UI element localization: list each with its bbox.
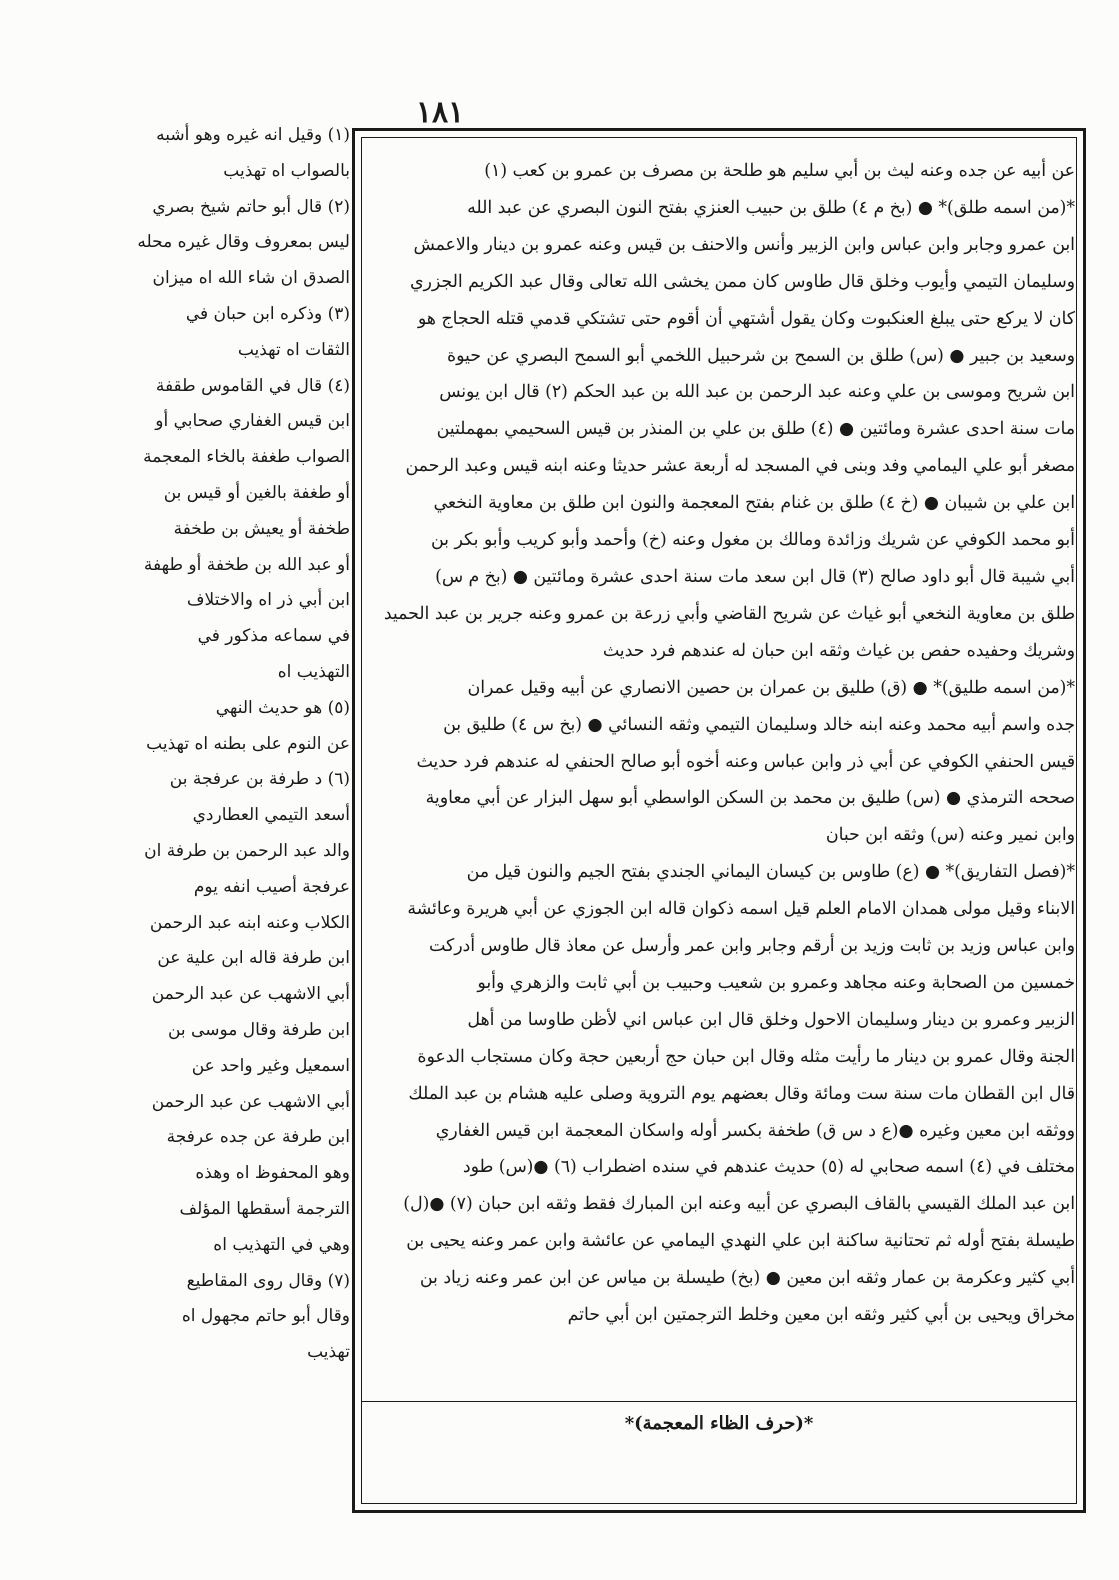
margin-note-line: ابن طرفة وقال موسى بن [167, 1019, 350, 1040]
margin-note-line: بالصواب اه تهذيب [223, 160, 350, 181]
margin-note-line: أبي الاشهب عن عبد الرحمن [151, 984, 350, 1005]
main-text-line: *(فصل التفاريق)* ● (ع) طاوس بن كيسان اليماني الجندي بفتح الجيم والنون قيل من [466, 862, 1075, 883]
main-text-line: *(من اسمه طليق)* ● (ق) طليق بن عمران بن حصين الانصاري عن أبيه وقيل عمران [467, 677, 1075, 698]
margin-note-line: (٥) هو حديث النهي [215, 697, 350, 718]
main-text-body [363, 153, 1075, 1371]
main-text-frame [352, 128, 1086, 1513]
margin-note-line: (١) وقيل انه غيره وهو أشبه [156, 125, 350, 145]
main-text-line: قيس الحنفي الكوفي عن أبي ذر وابن عباس وعنه أخوه أبو صالح الحنفي له عندهم فرد حديث [416, 751, 1075, 772]
margin-note-line: طخفة أو يعيش بن طخفة [173, 518, 350, 539]
main-text-line: وابن نمير وعنه (س) وثقه ابن حبان [825, 825, 1075, 846]
margin-note-line: عن النوم على بطنه اه تهذيب [146, 733, 350, 754]
margin-note-line: أبي الاشهب عن عبد الرحمن [151, 1091, 350, 1112]
main-text-line: جده واسم أبيه محمد وعنه ابنه خالد وسليمان التيمي وثقه النسائي ● (بخ س ٤) طليق بن [443, 714, 1075, 735]
margin-note-line: ابن طرفة عن جده عرفجة [166, 1127, 350, 1148]
margin-note-line: ابن طرفة قاله ابن علية عن [157, 948, 350, 969]
main-text-line: وابن عباس وزيد بن ثابت وزيد بن أرقم وجابر وابن عمر وأرسل عن معاذ قال طاوس أدركت [429, 936, 1075, 957]
margin-note-line: في سماعه مذكور في [197, 626, 350, 647]
margin-note-line: (٧) وقال روى المقاطيع [186, 1270, 350, 1291]
margin-note-line: التهذيب اه [277, 661, 350, 682]
margin-note-line: وقال أبو حاتم مجهول اه [181, 1306, 350, 1327]
margin-note-line: اسمعيل وغير واحد عن [191, 1055, 350, 1076]
page-number: ١٨١ [415, 95, 465, 130]
margin-note-line: الترجمة أسقطها المؤلف [179, 1198, 350, 1219]
main-text-line: خمسين من الصحابة وعنه مجاهد وعمرو بن شعيب وحبيب بن أبي ثابت والزهري وأبو [477, 972, 1075, 993]
main-text-line: مصغر أبو علي اليمامي وفد وبنى في المسجد له أربعة عشر حديثا وعنه ابنه قيس وعبد الرحمن [405, 456, 1075, 477]
main-text-line: عن أبيه عن جده وعنه ليث بن أبي سليم هو طلحة بن مصرف بن عمرو بن كعب (١) [484, 161, 1075, 181]
margin-note-line: الصواب طغفة بالخاء المعجمة [143, 447, 350, 468]
main-text-line: *(من اسمه طلق)* ● (بخ م ٤) طلق بن حبيب العنزي بفتح النون البصري عن عبد الله [467, 197, 1075, 218]
main-text-line: طلق بن معاوية النخعي أبو غياث عن شريح القاضي وأبي زرعة بن عمرو وعنه جرير بن عبد الحميد [383, 603, 1075, 624]
margin-note-line: أو طغفة بالغين أو قيس بن [163, 482, 350, 503]
margin-note-line: أسعد التيمي العطاردي [192, 805, 350, 826]
main-text-line: أبو محمد الكوفي عن شريك وزائدة ومالك بن مغول وعنه (خ) وأحمد وأبو كريب وأبو بكر بن [431, 530, 1075, 551]
margin-note-line: الصدق ان شاء الله اه ميزان [152, 268, 350, 289]
margin-note-line: ابن قيس الغفاري صحابي أو [155, 411, 350, 432]
main-text-line: مات سنة احدى عشرة ومائتين ● (٤) طلق بن علي بن المنذر بن قيس السحيمي بمهملتين [436, 419, 1075, 440]
main-text-line: مختلف في (٤) اسمه صحابي له (٥) حديث عندهم في سنده اضطراب (٦) ●(س) طود [462, 1157, 1075, 1178]
margin-note-line: (٦) د طرفة بن عرفجة بن [169, 769, 350, 790]
margin-note-line: ابن أبي ذر اه والاختلاف [186, 590, 350, 611]
margin-note-line: وهو المحفوظ اه وهذه [195, 1163, 350, 1184]
main-text-line: ووثقه ابن معين وغيره ●(ع د س ق) طخفة بكسر أوله واسكان المعجمة ابن قيس الغفاري [435, 1120, 1075, 1141]
main-text-line: ابن علي بن شيبان ● (خ ٤) طلق بن غنام بفتح المعجمة والنون ابن طلق بن معاوية النخعي [433, 493, 1075, 514]
main-text-line: وشريك وحفيده حفص بن غياث وثقه ابن حبان له عندهم فرد حديث [602, 640, 1075, 661]
main-text-line: ابن عمرو وجابر وابن عباس وابن الزبير وأنس والاحنف بن قيس وعنه عمرو بن دينار والاعمش [413, 234, 1075, 255]
margin-note-line: أو عبد الله بن طخفة أو طهفة [143, 554, 350, 575]
margin-note-line: (٤) قال في القاموس طقفة [155, 375, 350, 396]
main-text-line: الجنة وقال عمرو بن دينار ما رأيت مثله وقال ابن حبان حج أربعين حجة وكان مستجاب الدعوة [417, 1046, 1075, 1067]
main-text-line: أبي شيبة قال أبو داود صالح (٣) قال ابن سعد مات سنة احدى عشرة ومائتين ● (بخ م س) [435, 566, 1075, 587]
main-text-line: الابناء وقيل مولى همدان الامام العلم قيل اسمه ذكوان قاله ابن الجوزي عن أبي هريرة وعائشة [407, 899, 1075, 920]
margin-note-line: الكلاب وعنه ابنه عبد الرحمن [149, 912, 350, 933]
main-text-line: ابن عبد الملك القيسي بالقاف البصري عن أبيه وعنه ابن المبارك فقط وثقه ابن حبان (٧) ●(ل) [403, 1194, 1075, 1215]
main-text-line: وسعيد بن جبير ● (س) طلق بن السمح بن شرحبيل اللخمي أبو السمح البصري عن حيوة [447, 345, 1075, 366]
main-text-line: الزبير وعمرو بن دينار وسليمان الاحول وخلق قال ابن عباس اني لأظن طاوسا من أهل [467, 1009, 1075, 1030]
margin-note-line: ليس بمعروف وقال غيره محله [137, 232, 350, 253]
margin-notes [100, 118, 350, 1478]
main-text-line: كان لا يركع حتى يبلغ العنكبوت وكان يقول أشتهي أن أقوم حتى تشتكي قدمي قتله الحجاج هو [417, 308, 1075, 329]
section-header: *(حرف الظاء المعجمة)* [624, 1413, 814, 1434]
main-text-line: قال ابن القطان مات سنة ست ومائة وقال بعضهم يوم التروية وصلى عليه هشام بن عبد الملك [408, 1083, 1075, 1104]
main-text-line: أبي كثير وعكرمة بن عمار وثقه ابن معين ● (بخ) طيسلة بن مياس عن ابن عمر وعنه زياد بن [419, 1268, 1075, 1289]
margin-note-line: تهذيب [307, 1342, 350, 1363]
section-divider [361, 1401, 1077, 1402]
main-text-line: وسليمان التيمي وأيوب وخلق قال طاوس كان ممن يخشى الله تعالى وقال عبد الكريم الجزري [410, 271, 1075, 292]
main-text-line: طيسلة بفتح أوله ثم تحتانية ساكنة ابن علي النهدي اليمامي عن عائشة وابن عمر وعنه يحيى بن [406, 1231, 1075, 1252]
margin-note-line: والد عبد الرحمن بن طرفة ان [144, 840, 350, 861]
margin-note-line: وهي في التهذيب اه [213, 1234, 350, 1255]
main-text-line: مخراق ويحيى بن أبي كثير وثقه ابن معين وخلط الترجمتين ابن أبي حاتم [567, 1305, 1075, 1326]
margin-note-line: عرفجة أصيب انفه يوم [193, 876, 350, 897]
main-text-line: ابن شريح وموسى بن علي وعنه عبد الرحمن بن عبد الله بن عبد الحكم (٢) قال ابن يونس [439, 382, 1075, 403]
margin-note-line: (٣) وذكره ابن حبان في [185, 303, 350, 324]
main-text-line: صححه الترمذي ● (س) طليق بن محمد بن السكن الواسطي أبو سهل البزار عن أبي معاوية [425, 788, 1075, 809]
margin-note-line: الثقات اه تهذيب [237, 339, 350, 360]
margin-note-line: (٢) قال أبو حاتم شيخ بصري [152, 196, 350, 217]
